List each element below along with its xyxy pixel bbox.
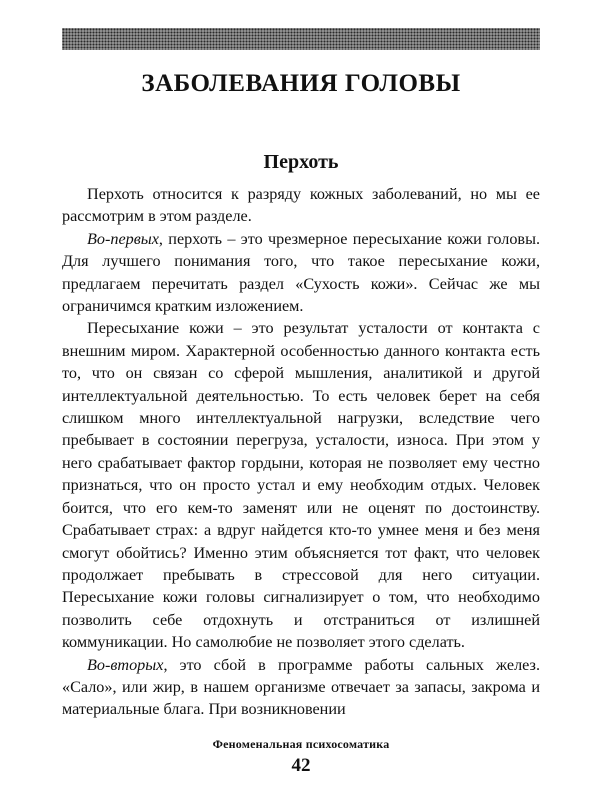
page-number: 42 xyxy=(291,755,311,776)
header-decorative-bar xyxy=(62,28,540,50)
footer-book-title: Феноменальная психосоматика xyxy=(212,737,390,751)
body-text xyxy=(62,183,540,721)
paragraph-lead-italic: Во-первых xyxy=(87,229,159,248)
section-title: Перхоть xyxy=(263,151,339,173)
paragraph xyxy=(62,654,540,721)
paragraph-text: Перхоть относится к разряду кожных заболеваний, но мы ее рассмотрим в этом разделе. xyxy=(62,185,540,226)
paragraph-lead-italic: Во-вторых xyxy=(87,655,164,674)
paragraph-text: , это сбой в программе работы сальных желез. «Сало», или жир, в нашем организме отвечает за запасы, закрома и материальные блага. При возникновении xyxy=(62,655,540,719)
chapter-title: ЗАБОЛЕВАНИЯ ГОЛОВЫ xyxy=(141,70,461,97)
paragraph-text: , перхоть – это чрезмерное пересыхание кожи головы. Для лучшего понимания того, что такое пересыхание кожи, предлагаем перечитать раздел «Сухость кожи». Сейчас же мы ограничимся кратким изложением. xyxy=(62,229,540,316)
paragraph xyxy=(62,183,540,228)
paragraph xyxy=(62,228,540,318)
paragraph-text: Пересыхание кожи – это результат усталости от контакта с внешним миром. Характерной особенностью данного контакта есть то, что он связан со сферой мышления, аналитикой и другой интеллектуальной деятельностью. То есть человек берет на себя слишком много интеллектуальной нагрузки, вследствие чего пребывает в состоянии перегруза, усталости, износа. При этом у него срабатывает фактор гордыни, которая не позволяет ему честно признаться, что он просто устал и ему необходим отдых. Человек боится, что его кем-то заменят или не оценят по достоинству. Срабатывает страх: а вдруг найдется кто-то умнее меня и без меня смогут обойтись? Именно этим объясняется тот факт, что человек продолжает пребывать в стрессовой для него ситуации. Пересыхание кожи головы сигнализирует о том, что необходимо позволить себе отдохнуть и отстраниться от излишней коммуникации. Но самолюбие не позволяет этого сделать. xyxy=(62,319,540,652)
paragraph xyxy=(62,317,540,653)
